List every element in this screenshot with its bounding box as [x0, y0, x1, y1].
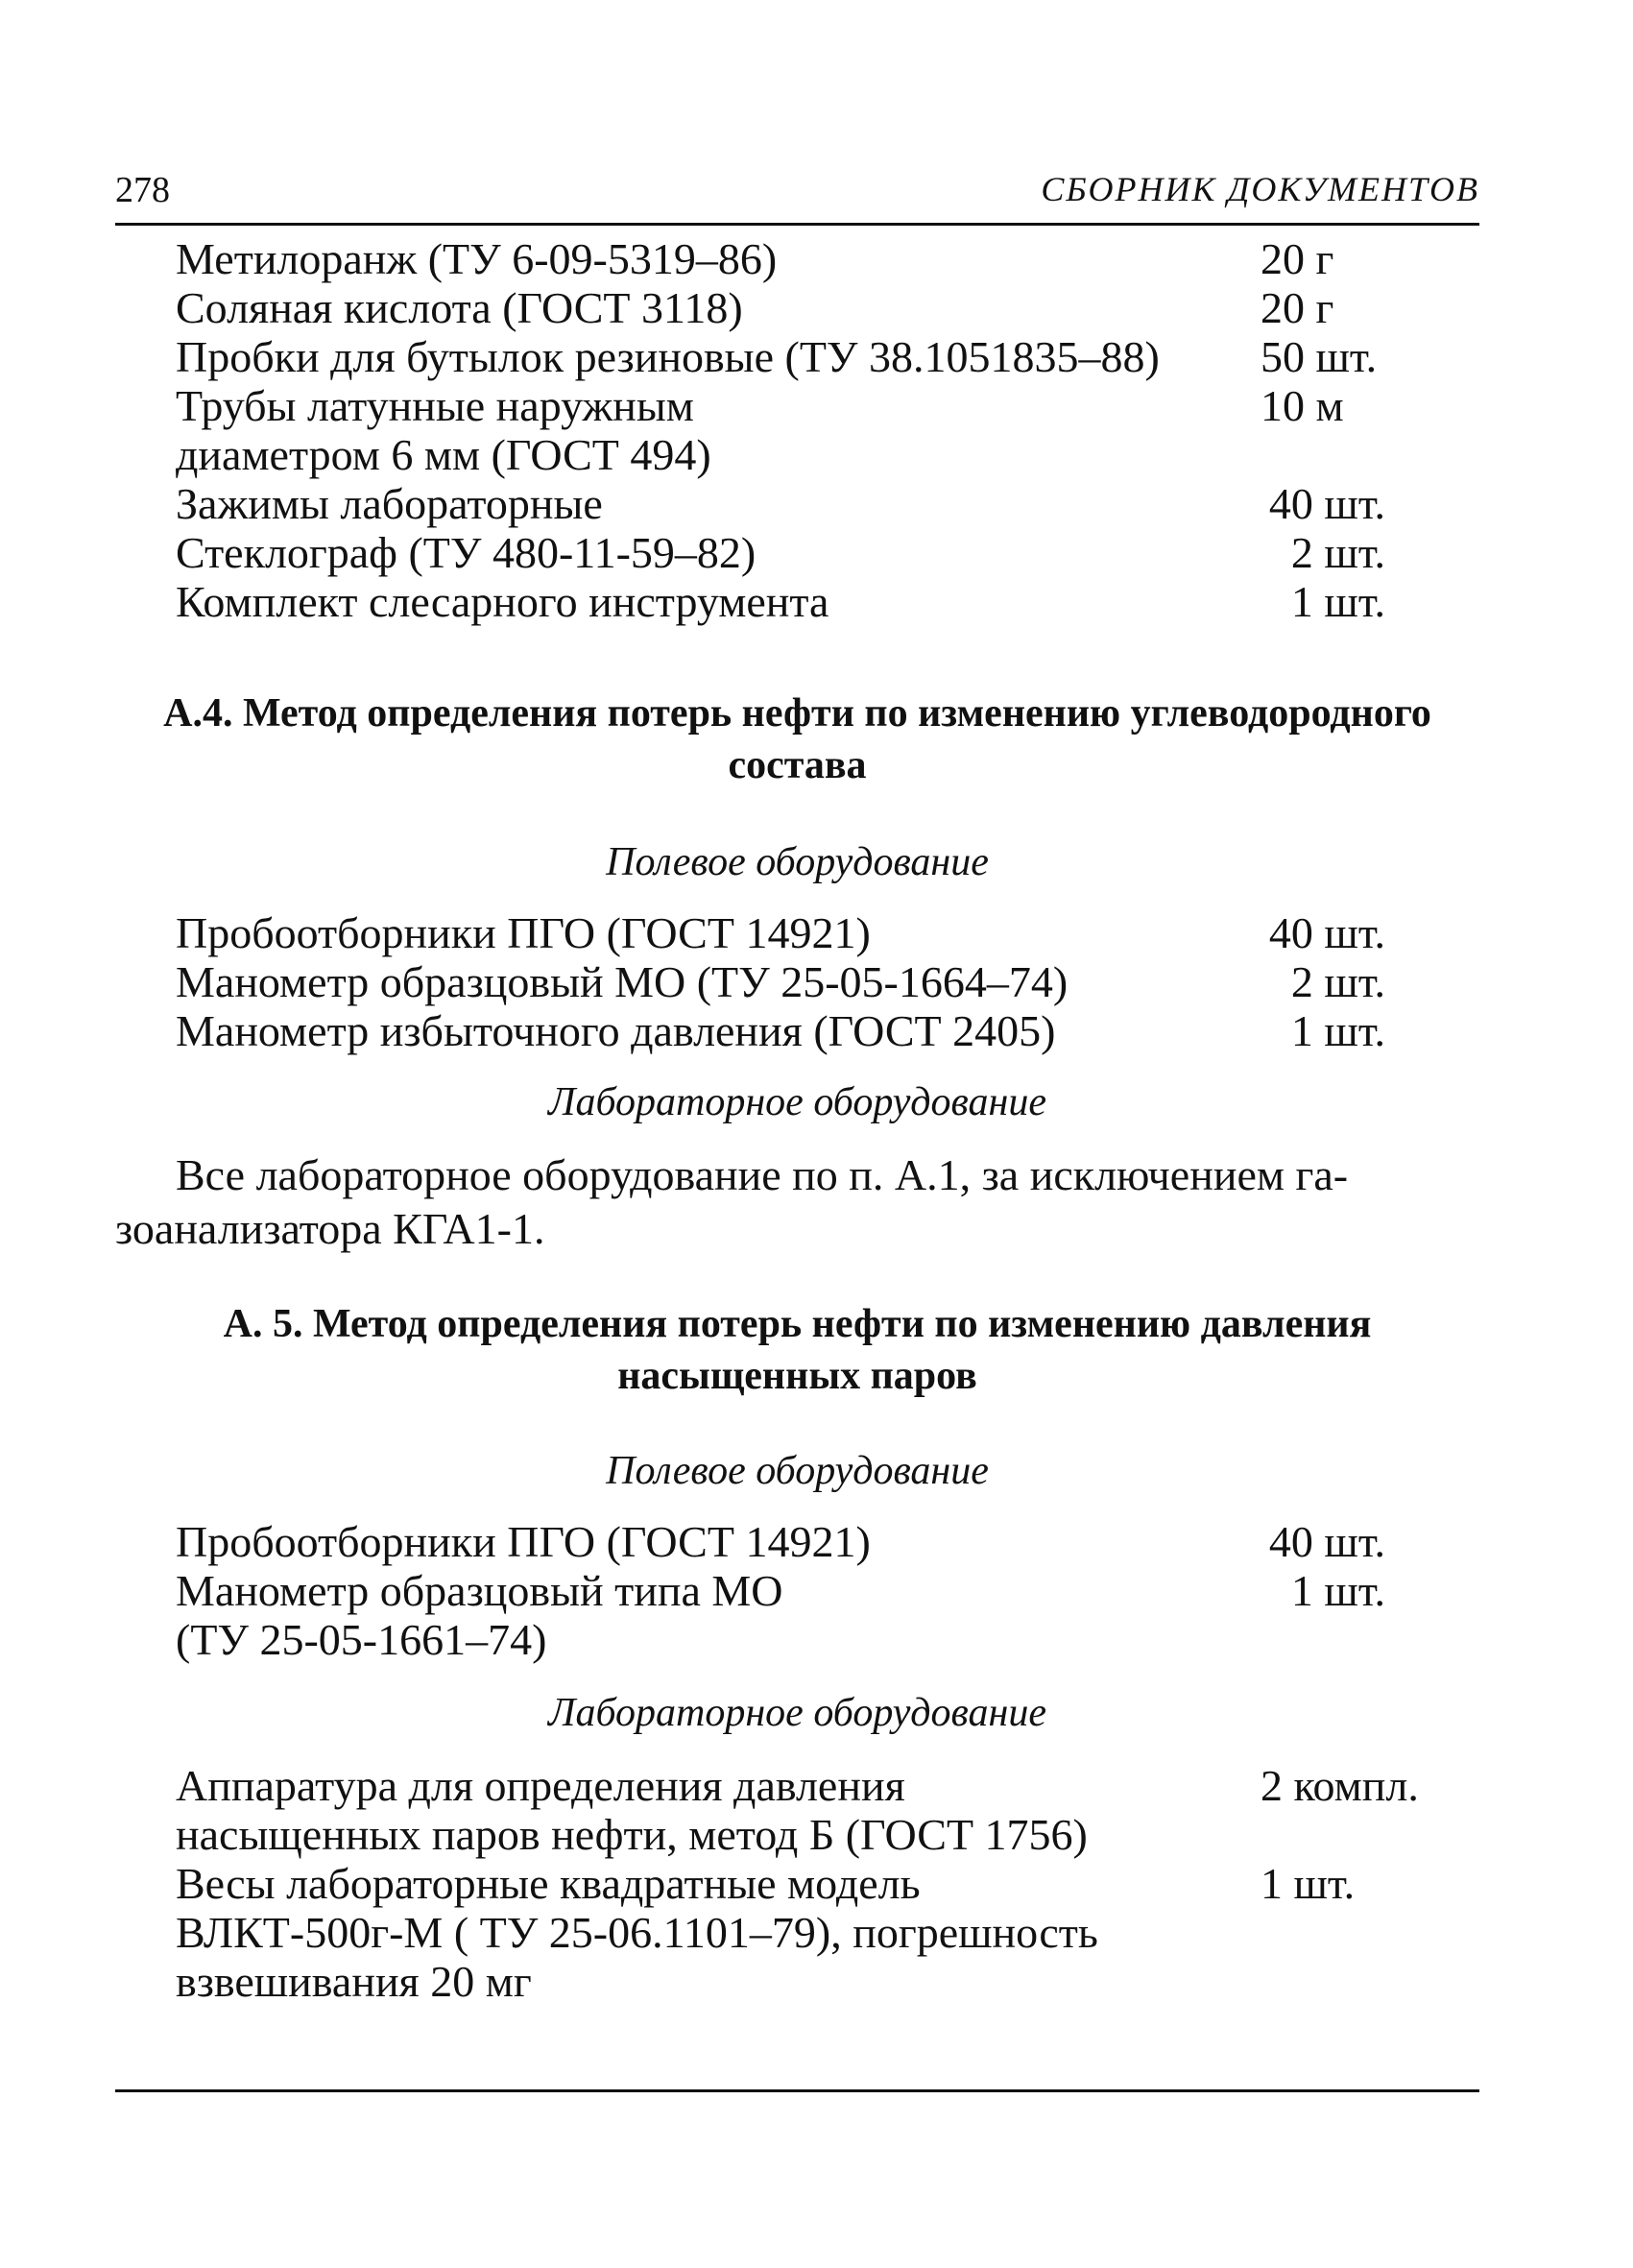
item-name: Соляная кислота (ГОСТ 3118) [176, 283, 743, 332]
section-a4-lab-text [115, 1148, 1479, 1256]
item-quantity: 40 шт. [1268, 908, 1385, 957]
item-name: Манометр избыточного давления (ГОСТ 2405) [176, 1006, 1056, 1055]
item-name: взвешивания 20 мг [176, 1957, 532, 2006]
list-item [176, 283, 1520, 332]
list-item [176, 1761, 1520, 1810]
page-header [115, 169, 1479, 226]
list-item [176, 1810, 1520, 1859]
paragraph-line: зоанализатора КГА1-1. [115, 1204, 545, 1253]
item-name: Трубы латунные наружным [176, 381, 694, 430]
item-name: Весы лабораторные квадратные модель [176, 1859, 921, 1908]
item-quantity: 50 шт. [1261, 332, 1378, 381]
list-item [176, 1566, 1520, 1615]
item-name: Пробоотборники ПГО (ГОСТ 14921) [176, 908, 871, 957]
running-title: СБОРНИК ДОКУМЕНТОВ [1041, 170, 1479, 208]
list-item [176, 1615, 1520, 1664]
item-name: Стеклограф (ТУ 480-11-59–82) [176, 528, 756, 577]
item-name: Зажимы лабораторные [176, 479, 603, 528]
item-quantity: 1 шт. [1261, 1859, 1356, 1908]
list-item [176, 332, 1520, 381]
section-a5-field-heading: Полевое оборудование [606, 1449, 989, 1493]
section-a4-lab-heading: Лабораторное оборудование [548, 1080, 1046, 1124]
list-item [176, 1859, 1520, 1908]
item-name: Пробоотборники ПГО (ГОСТ 14921) [176, 1517, 871, 1566]
item-name: насыщенных паров нефти, метод Б (ГОСТ 1756) [176, 1810, 1088, 1859]
list-item [176, 1957, 1520, 2006]
item-quantity: 20 г [1261, 234, 1334, 283]
section-a5-lab-list [176, 1761, 1520, 2006]
list-item [176, 430, 1520, 479]
item-quantity: 40 шт. [1268, 1517, 1385, 1566]
equipment-list-top [176, 234, 1520, 626]
section-a5-field-list [176, 1517, 1520, 1664]
list-item [176, 1908, 1520, 1957]
item-name: Комплект слесарного инструмента [176, 577, 829, 626]
footer-rule [115, 2089, 1479, 2092]
item-quantity: 1 шт. [1290, 577, 1385, 626]
list-item [176, 957, 1520, 1006]
section-a5-lab-heading: Лабораторное оборудование [548, 1691, 1046, 1735]
item-name: Метилоранж (ТУ 6-09-5319–86) [176, 234, 778, 283]
list-item [176, 908, 1520, 957]
section-a5-title [115, 1298, 1479, 1402]
section-a4-title [115, 688, 1479, 791]
paragraph-line: Все лабораторное оборудование по п. А.1, за исключением га- [176, 1150, 1349, 1199]
item-quantity: 2 шт. [1290, 957, 1385, 1006]
section-a4-field-list [176, 908, 1520, 1055]
section-a4-field-heading: Полевое оборудование [606, 840, 989, 884]
item-quantity [1261, 430, 1385, 479]
item-quantity [1261, 1908, 1462, 1957]
section-title-line: А. 5. Метод определения потерь нефти по изменению давления [223, 1302, 1372, 1346]
item-name: Аппаратура для определения давления [176, 1761, 905, 1810]
item-quantity: 1 шт. [1290, 1006, 1385, 1055]
item-quantity: 2 шт. [1290, 528, 1385, 577]
item-name: Манометр образцовый МО (ТУ 25-05-1664–74) [176, 957, 1069, 1006]
section-title-line: состава [728, 743, 867, 787]
section-title-line: А.4. Метод определения потерь нефти по изменению углеводородного [163, 691, 1431, 736]
page-number: 278 [115, 170, 170, 210]
item-quantity [1261, 1957, 1462, 2006]
list-item [176, 234, 1520, 283]
list-item [176, 528, 1520, 577]
list-item [176, 577, 1520, 626]
list-item [176, 479, 1520, 528]
item-name: (ТУ 25-05-1661–74) [176, 1615, 547, 1664]
item-name: ВЛКТ-500г-М ( ТУ 25-06.1101–79), погрешность [176, 1908, 1098, 1957]
item-quantity: 10 м [1261, 381, 1344, 430]
list-item [176, 1006, 1520, 1055]
item-quantity [1261, 1615, 1385, 1664]
list-item [176, 381, 1520, 430]
item-quantity [1261, 1810, 1462, 1859]
item-quantity: 20 г [1261, 283, 1334, 332]
item-quantity: 1 шт. [1290, 1566, 1385, 1615]
item-name: диаметром 6 мм (ГОСТ 494) [176, 430, 711, 479]
list-item [176, 1517, 1520, 1566]
item-name: Пробки для бутылок резиновые (ТУ 38.1051835–88) [176, 332, 1160, 381]
section-title-line: насыщенных паров [617, 1354, 977, 1398]
item-quantity: 40 шт. [1268, 479, 1385, 528]
item-quantity: 2 компл. [1261, 1761, 1419, 1810]
item-name: Манометр образцовый типа МО [176, 1566, 783, 1615]
